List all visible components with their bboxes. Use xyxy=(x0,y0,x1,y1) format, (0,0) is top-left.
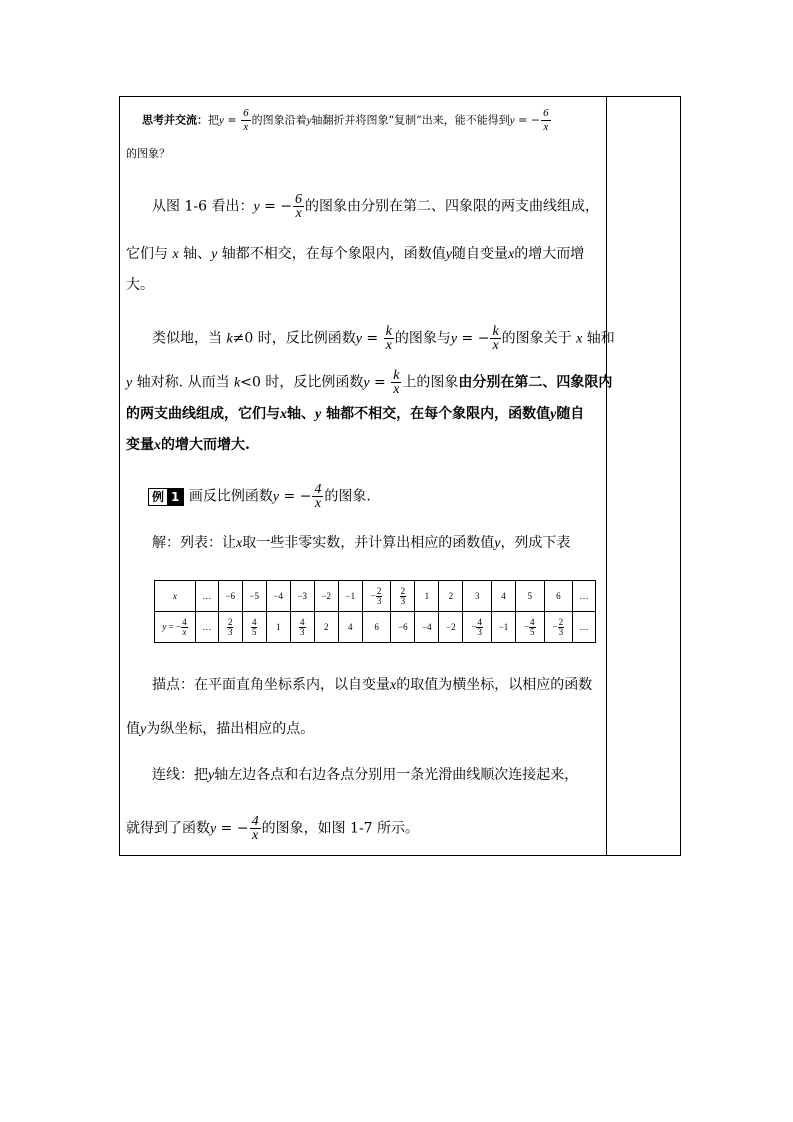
bold-conclusion-line: 变量x的增大而增大. xyxy=(126,437,250,453)
table-cell: 2 xyxy=(439,581,463,612)
table-cell: … xyxy=(196,612,219,643)
table-cell: … xyxy=(573,612,596,643)
table-cell: 1 xyxy=(415,581,439,612)
table-cell: −3 xyxy=(290,581,314,612)
connect-step-line: 就得到了函数y = − $\frac{4}{x}$ 的图象，如图 1-7 所示。 xyxy=(126,814,420,843)
column-divider xyxy=(606,96,607,856)
table-cell: x xyxy=(155,581,196,612)
fraction-k-over-x-2: $\frac{k}{x}$ xyxy=(492,324,499,353)
solution-line: 解：列表：让x取一些非零实数，并计算出相应的函数值y，列成下表 xyxy=(152,535,571,551)
table-cell: 3 xyxy=(463,581,492,612)
plot-step-line: 值y为纵坐标，描出相应的点。 xyxy=(126,721,315,737)
table-cell: −6 xyxy=(218,581,242,612)
table-cell: −2 xyxy=(439,612,463,643)
table-cell: −6 xyxy=(391,612,415,643)
bold-conclusion-line: 的两支曲线组成，它们与x轴、y 轴都不相交，在每个象限内，函数值y随自 xyxy=(126,406,585,422)
table-cell: 6 xyxy=(362,612,391,643)
table-cell: 4 xyxy=(491,581,515,612)
table-cell: −1 xyxy=(491,612,515,643)
paragraph-line: 从图 1-6 看出：y = − $\frac{6}{x}$ 的图象由分别在第二、四象限的两支曲线组成， xyxy=(152,192,600,221)
table-cell: y = − $\frac{4}{x}$ xyxy=(155,612,196,643)
fraction-k-over-x: $\frac{k}{x}$ xyxy=(393,368,400,397)
table-row xyxy=(155,612,596,643)
example-line: 例 1 画反比例函数y = − $\frac{4}{x}$ 的图象. xyxy=(148,483,371,510)
think-and-discuss-line: 思考并交流：把y = $\frac{6}{x}$ 的图象沿着y轴翻折并将图象“复制”出来，能不能得到y = − $\frac{6}{x}$ xyxy=(142,107,549,133)
table-cell: 2 xyxy=(314,612,338,643)
fraction-4-over-x: $\frac{4}{x}$ xyxy=(251,814,259,843)
table-cell: − $\frac{2}{3}$ xyxy=(544,612,573,643)
fraction-6-over-x: $\frac{6}{x}$ xyxy=(295,192,303,221)
paragraph-line: 它们与 x 轴、y 轴都不相交，在每个象限内，函数值y随自变量x的增大而增 xyxy=(126,246,585,262)
table-cell: … xyxy=(196,581,219,612)
paragraph-line: 类似地，当 k≠0 时，反比例函数y = $\frac{k}{x}$ 的图象与y = − $\frac{k}{x}$ 的图象关于 x 轴和 xyxy=(152,324,615,353)
fraction-k-over-x: $\frac{k}{x}$ xyxy=(385,324,392,353)
values-table xyxy=(154,580,596,643)
think-label: 思考并交流： xyxy=(142,113,208,127)
table-cell: … xyxy=(573,581,596,612)
table-cell: $\frac{2}{3}$ xyxy=(218,612,242,643)
plot-step-line: 描点：在平面直角坐标系内，以自变量x的取值为横坐标，以相应的函数 xyxy=(152,677,593,693)
paragraph-line: 的图象？ xyxy=(126,147,170,160)
table-cell: 6 xyxy=(544,581,573,612)
table-cell: −4 xyxy=(266,581,290,612)
example-badge: 例 1 xyxy=(148,488,184,506)
table-cell: $\frac{4}{5}$ xyxy=(242,612,266,643)
table-cell: −1 xyxy=(338,581,362,612)
table-cell: −4 xyxy=(415,612,439,643)
bold-conclusion: 由分别在第二、四象限内 xyxy=(458,374,613,391)
paragraph-line: 大。 xyxy=(126,277,154,293)
paragraph-line: y 轴对称. 从而当 k<0 时，反比例函数y = $\frac{k}{x}$ 上的图象由分别在第二、四象限内 xyxy=(126,368,613,397)
table-cell: −2 xyxy=(314,581,338,612)
fraction-4-over-x: $\frac{4}{x}$ xyxy=(314,482,322,511)
table-cell: − $\frac{2}{3}$ xyxy=(362,581,391,612)
table-cell: −5 xyxy=(242,581,266,612)
table-cell: − $\frac{4}{5}$ xyxy=(515,612,544,643)
fraction-6-over-x: $\frac{6}{x}$ xyxy=(243,107,249,133)
table-cell: 5 xyxy=(515,581,544,612)
fraction-6-over-x-2: $\frac{6}{x}$ xyxy=(543,107,549,133)
table-row xyxy=(155,581,596,612)
table-cell: − $\frac{4}{3}$ xyxy=(463,612,492,643)
table-cell: 4 xyxy=(338,612,362,643)
table-cell: 1 xyxy=(266,612,290,643)
connect-step-line: 连线：把y轴左边各点和右边各点分别用一条光滑曲线顺次连接起来， xyxy=(152,767,579,783)
table-cell: $\frac{4}{3}$ xyxy=(290,612,314,643)
table-cell: $\frac{2}{3}$ xyxy=(391,581,415,612)
